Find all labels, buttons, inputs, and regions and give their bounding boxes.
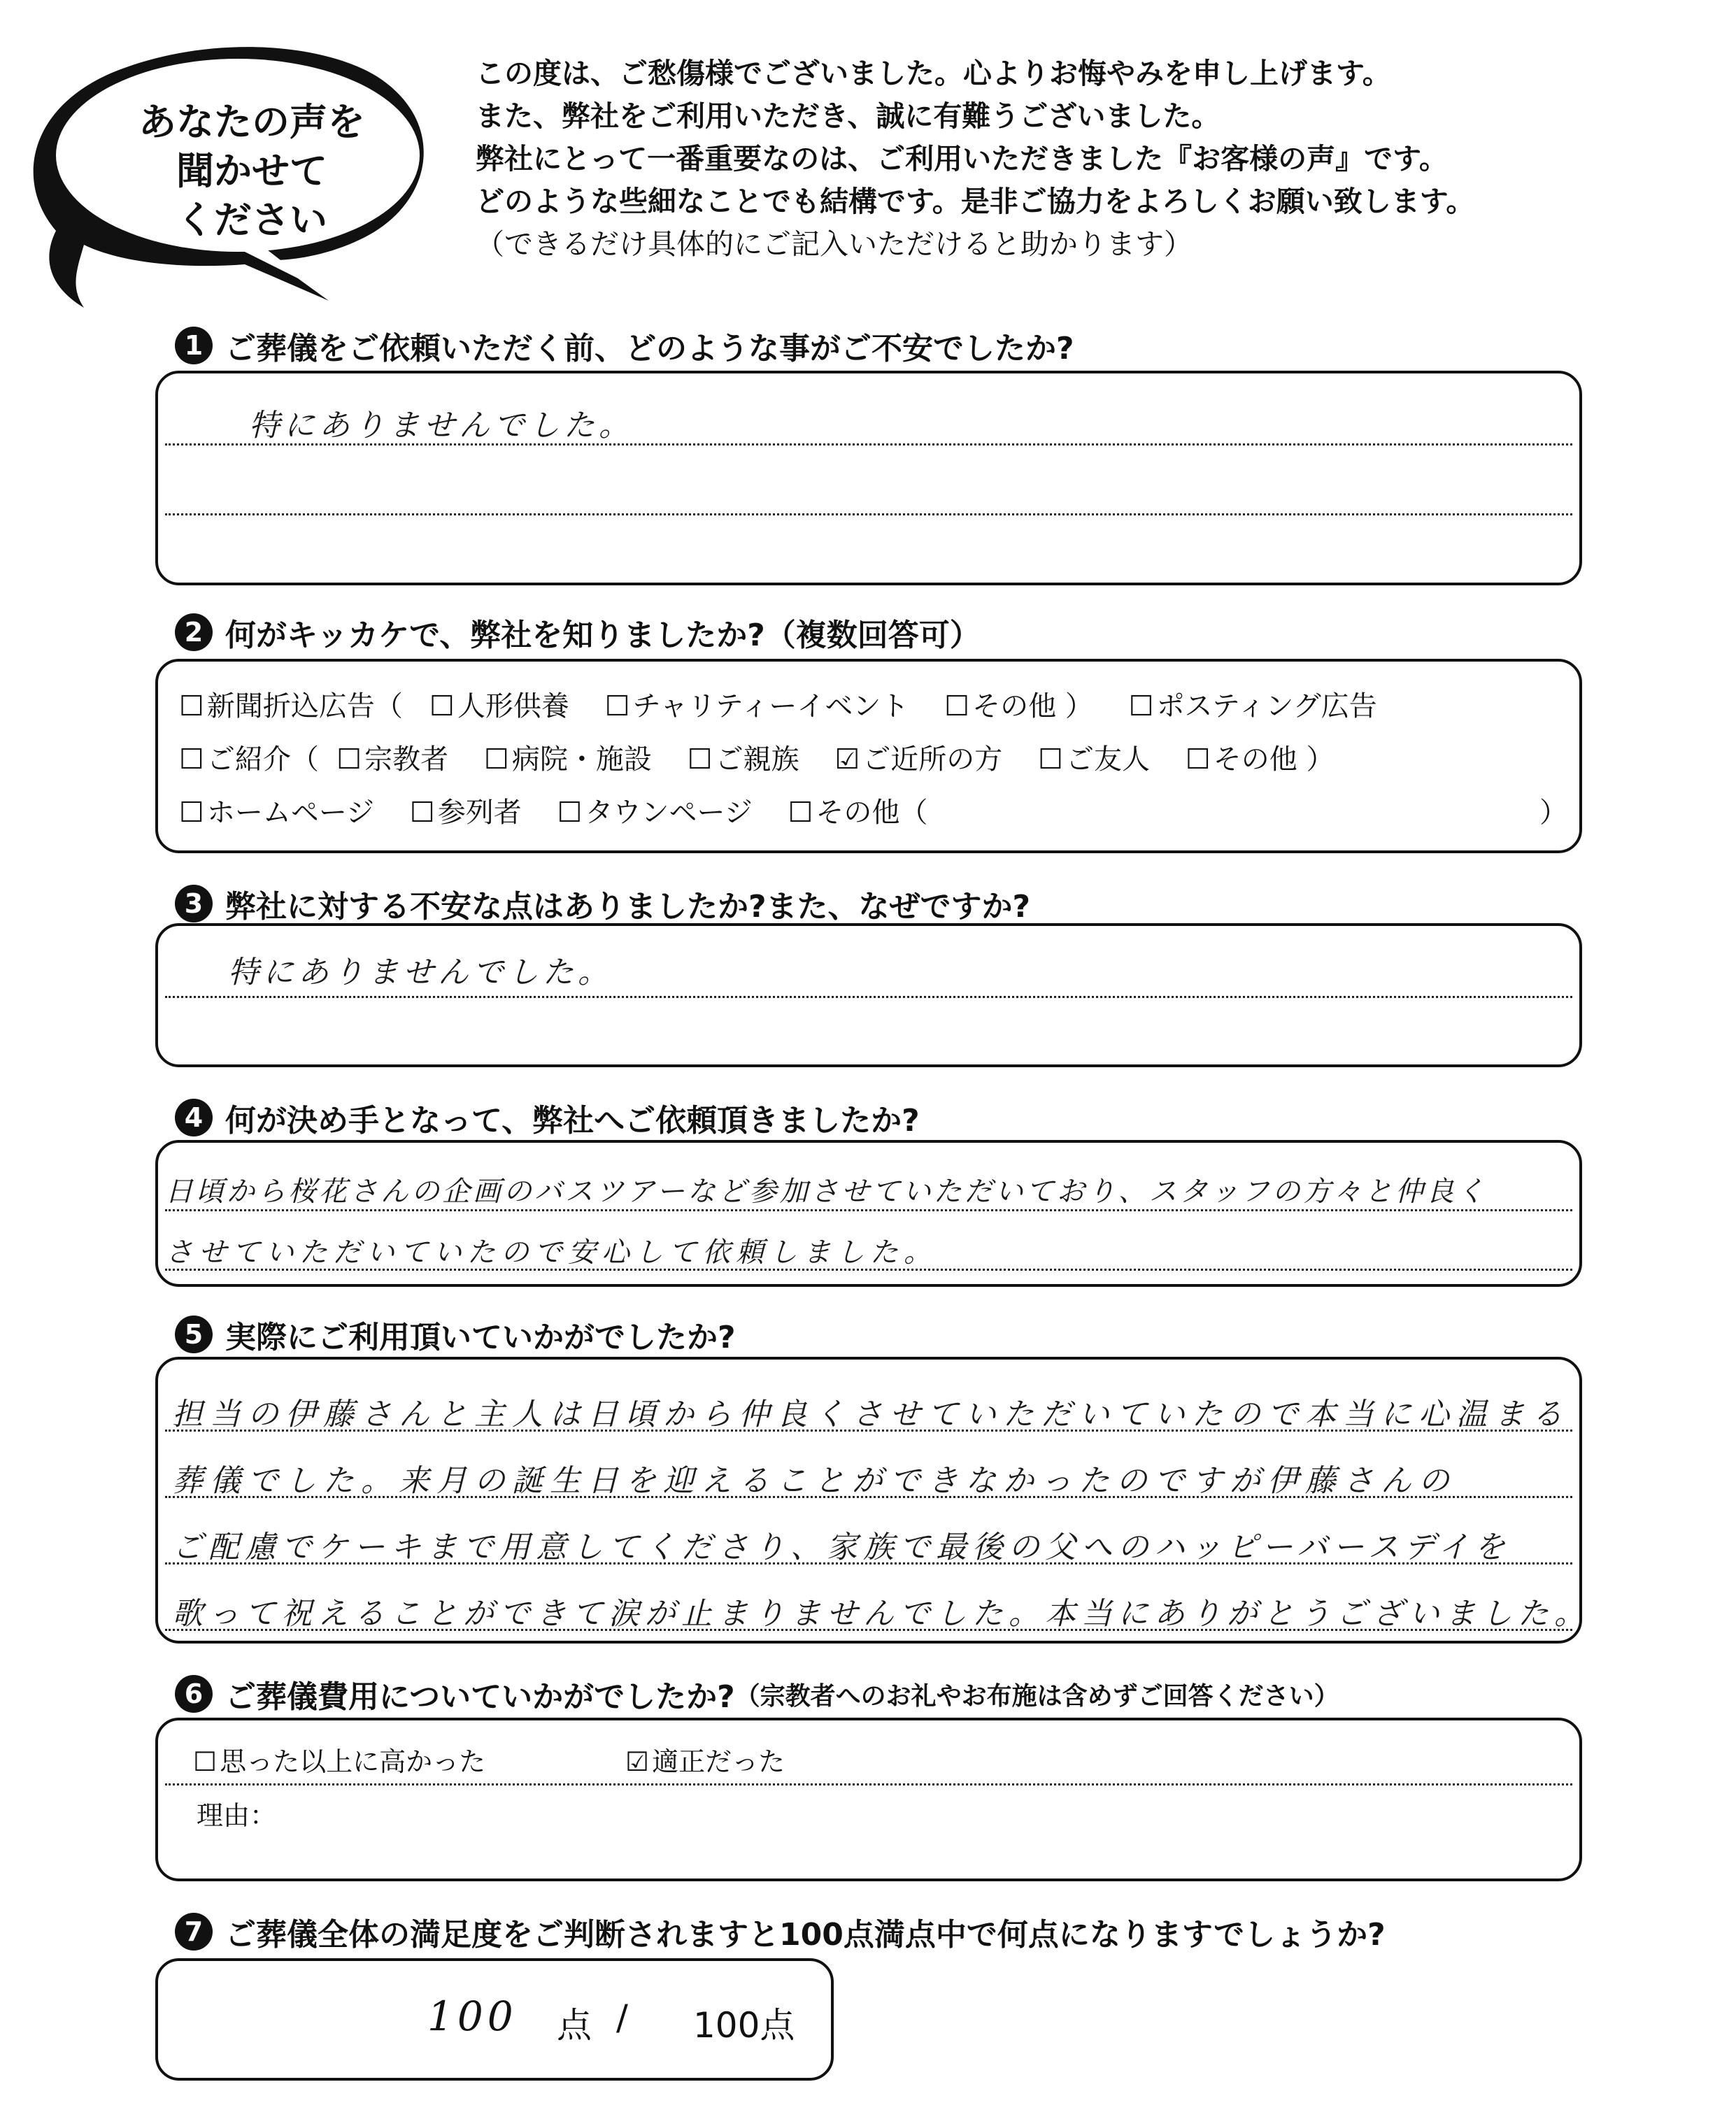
question-number-badge: 2 <box>175 613 213 651</box>
intro-line: また、弊社をご利用いただき、誠に有難うございました。 <box>476 99 1221 133</box>
handwritten-answer-line: 日頃から桜花さんの企画のバスツアーなど参加させていただいており、スタッフの方々と仲良く <box>165 1176 1488 1208</box>
question-number-badge: 3 <box>175 885 213 922</box>
question-label: 何がキッカケで、弊社を知りましたか?（複数回答可） <box>225 618 981 653</box>
reason-label: 理由： <box>197 1800 277 1831</box>
checkbox-icon: ☐ <box>1185 743 1211 776</box>
checkbox-icon: ☐ <box>336 743 362 776</box>
answer-box-4[interactable] <box>155 1140 1582 1287</box>
score-slash: / <box>616 1997 628 2038</box>
bubble-line: あなたの声を <box>138 100 365 144</box>
question-note: （宗教者へのお礼やお布施は含めずご回答ください） <box>734 1681 1339 1711</box>
checkbox-icon: ☐ <box>484 743 509 776</box>
paren-close: ） <box>1539 797 1567 829</box>
checkbox-icon: ☐ <box>179 690 204 722</box>
dotted-line <box>165 996 1572 998</box>
checkbox-option-checked[interactable]: ☑ ご近所の方 <box>834 743 1003 776</box>
checkbox-option[interactable]: ☐ その他 ） <box>1185 743 1335 776</box>
checked-checkbox-icon: ☑ <box>834 743 860 776</box>
answer-box-5[interactable] <box>155 1357 1591 1644</box>
checkbox-option[interactable]: ☐ タウンページ <box>557 797 753 829</box>
answer-box-3[interactable] <box>155 923 1582 1067</box>
question-label: 何が決め手となって、弊社へご依頼頂きましたか? <box>225 1103 920 1139</box>
handwritten-answer-line: 葬儀でした。来月の誕生日を迎えることができなかったのですが伊藤さんの <box>172 1463 1456 1499</box>
bubble-line: ください <box>176 198 327 242</box>
checkbox-option[interactable]: ☐ ホームページ <box>179 797 375 829</box>
checkbox-option[interactable]: ☐ 思った以上に高かった <box>193 1746 486 1777</box>
question-label: ご葬儀費用についていかがでしたか? <box>225 1679 735 1715</box>
checkbox-option[interactable]: ☐ ポスティング広告 <box>1128 690 1377 722</box>
checkbox-option[interactable]: ☐ チャリティーイベント <box>604 690 909 722</box>
score-max: 100点 <box>693 2005 795 2046</box>
checkbox-icon: ☐ <box>193 1746 218 1777</box>
checkbox-option[interactable]: ☐ ご友人 <box>1038 743 1151 776</box>
question-number-badge: 6 <box>175 1675 213 1713</box>
checkbox-icon: ☐ <box>409 797 435 829</box>
checkbox-icon: ☐ <box>1038 743 1064 776</box>
question-number-badge: 4 <box>175 1099 213 1136</box>
checkbox-option[interactable]: ☐ 宗教者 <box>336 743 449 776</box>
question-number-badge: 1 <box>175 327 213 364</box>
checkbox-icon: ☐ <box>429 690 455 722</box>
dotted-line <box>165 513 1572 515</box>
option-row-1 <box>179 684 1377 724</box>
question-4-heading <box>175 1095 920 1140</box>
checkbox-icon: ☐ <box>944 690 970 722</box>
dotted-line <box>165 1783 1572 1785</box>
question-5-heading <box>175 1312 736 1357</box>
checkbox-icon: ☐ <box>687 743 713 776</box>
bubble-title <box>105 98 399 245</box>
answer-box-1[interactable] <box>155 371 1582 585</box>
checkbox-option[interactable]: ☐ 参列者 <box>409 797 522 829</box>
handwritten-answer-line: 担当の伊藤さんと主人は日頃から仲良くさせていただいていたので本当に心温まる <box>172 1397 1570 1432</box>
checkbox-option[interactable]: ☐ 人形供養 <box>429 690 569 722</box>
answer-box-2 <box>155 659 1582 853</box>
checked-checkbox-icon: ☑ <box>625 1746 650 1777</box>
question-1-heading <box>175 323 1074 368</box>
intro-line: 弊社にとって一番重要なのは、ご利用いただきました『お客様の声』です。 <box>476 142 1448 176</box>
intro-text <box>476 52 1721 266</box>
checkbox-icon: ☐ <box>179 743 204 776</box>
intro-line: どのような些細なことでも結構です。是非ご協力をよろしくお願い致します。 <box>476 185 1475 218</box>
handwritten-answer-line: ご配慮でケーキまで用意してくださり、家族で最後の父へのハッピーバースデイを <box>172 1530 1511 1565</box>
checkbox-icon: ☐ <box>604 690 630 722</box>
checkbox-option[interactable]: ☐ ご紹介（ <box>179 743 319 776</box>
question-7-heading <box>175 1909 1386 1954</box>
option-row-2 <box>179 737 1334 777</box>
question-label: ご葬儀をご依頼いただく前、どのような事がご不安でしたか? <box>225 331 1074 366</box>
checkbox-icon: ☐ <box>1128 690 1154 722</box>
intro-line: （できるだけ具体的にご記入いただけると助かります） <box>476 227 1193 261</box>
option-row-3 <box>179 790 1571 830</box>
question-label: 実際にご利用頂いていかがでしたか? <box>225 1320 736 1355</box>
handwritten-answer: 特にありませんでした。 <box>228 955 613 990</box>
score-unit: 点 <box>557 2005 592 2046</box>
handwritten-answer-line: させていただいていたので安心して依頼しました。 <box>165 1236 937 1269</box>
bubble-line: 聞かせて <box>176 149 327 193</box>
question-2-heading <box>175 610 981 655</box>
checkbox-icon: ☐ <box>179 797 204 829</box>
handwritten-score: 100 <box>427 1992 518 2040</box>
checkbox-option[interactable]: ☐ その他（ <box>788 797 928 829</box>
question-label: ご葬儀全体の満足度をご判断されますと100点満点中で何点になりますでしょうか? <box>225 1917 1386 1953</box>
answer-box-6 <box>155 1718 1582 1881</box>
checkbox-option[interactable]: ☐ ご親族 <box>687 743 799 776</box>
score-box[interactable] <box>155 1958 834 2081</box>
handwritten-answer-line: 歌って祝えることができて涙が止まりませんでした。本当にありがとうございました。 <box>172 1596 1591 1632</box>
dotted-line <box>165 1209 1572 1211</box>
intro-line: この度は、ご愁傷様でございました。心よりお悔やみを申し上げます。 <box>476 57 1391 90</box>
question-6-heading <box>175 1671 1339 1716</box>
checkbox-icon: ☐ <box>557 797 583 829</box>
checkbox-option[interactable]: ☐ その他 ） <box>944 690 1093 722</box>
question-number-badge: 7 <box>175 1913 213 1951</box>
checkbox-icon: ☐ <box>788 797 813 829</box>
checkbox-option[interactable]: ☐ 病院・施設 <box>484 743 652 776</box>
question-label: 弊社に対する不安な点はありましたか?また、なぜですか? <box>225 889 1031 925</box>
question-3-heading <box>175 881 1030 926</box>
question-number-badge: 5 <box>175 1316 213 1353</box>
handwritten-answer: 特にありませんでした。 <box>249 408 634 443</box>
checkbox-option[interactable]: ☐ 新聞折込広告（ <box>179 690 403 722</box>
checkbox-option-checked[interactable]: ☑ 適正だった <box>625 1746 785 1777</box>
